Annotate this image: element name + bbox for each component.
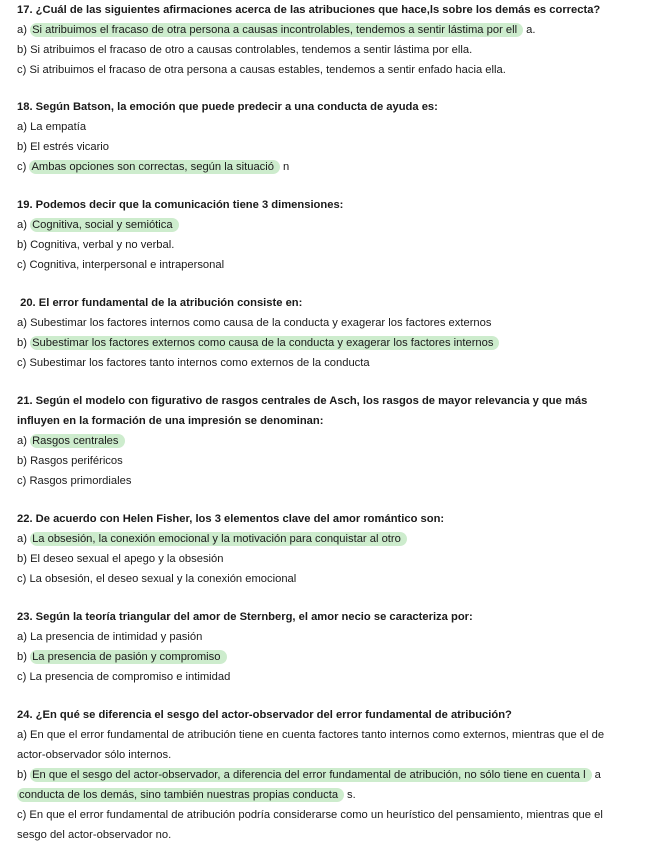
option-c: c) Rasgos primordiales	[17, 475, 132, 487]
option-a: a) Subestimar los factores internos como causa de la conducta y exagerar los factores externos	[17, 317, 492, 329]
option-c: c) Ambas opciones son correctas, según la situació n	[17, 161, 290, 173]
option-b-line-1: b) En que el sesgo del actor-observador, a diferencia del error fundamental de atribución, no sólo tiene en cuenta l a	[17, 769, 601, 781]
question-title: 21. Según el modelo con figurativo de rasgos centrales de Asch, los rasgos de mayor relevancia y que más	[17, 395, 588, 407]
answer-highlight: En que el sesgo del actor-observador, a diferencia del error fundamental de atribución, no sólo tiene en cuenta l	[30, 768, 592, 782]
question-title: 20. El error fundamental de la atribución consiste en:	[17, 297, 303, 309]
option-b: b) Si atribuimos el fracaso de otro a causas controlables, tendemos a sentir lástima por ella.	[17, 44, 473, 56]
question-18	[17, 97, 647, 177]
option-a-line-2: actor-observador sólo internos.	[17, 749, 172, 761]
option-a: a) La presencia de intimidad y pasión	[17, 631, 203, 643]
answer-highlight: Cognitiva, social y semiótica	[30, 218, 179, 232]
question-title: 17. ¿Cuál de las siguientes afirmaciones acerca de las atribuciones que hace,ls sobre los demás es correcta?	[17, 4, 601, 16]
answer-highlight: La presencia de pasión y compromiso	[30, 650, 226, 664]
option-b: b) El deseo sexual el apego y la obsesión	[17, 553, 224, 565]
option-c: c) Cognitiva, interpersonal e intrapersonal	[17, 259, 225, 271]
question-20	[17, 293, 647, 373]
option-c: c) La obsesión, el deseo sexual y la conexión emocional	[17, 573, 297, 585]
option-a: a) Si atribuimos el fracaso de otra persona a causas incontrolables, tendemos a sentir lástima por ell a.	[17, 24, 536, 36]
option-b: b) Rasgos periféricos	[17, 455, 123, 467]
option-b-line-2: conducta de los demás, sino también nuestras propias conducta s.	[19, 789, 356, 801]
option-a: a) La empatía	[17, 121, 87, 133]
option-c-line-2: sesgo del actor-observador no.	[17, 829, 172, 841]
answer-highlight: Subestimar los factores externos como causa de la conducta y exagerar los factores internos	[30, 336, 499, 350]
option-c-line-1: c) En que el error fundamental de atribución podría considerarse como un heurístico del pensamiento, mientras que el	[17, 809, 603, 821]
question-23	[17, 607, 647, 687]
option-c: c) La presencia de compromiso e intimidad	[17, 671, 231, 683]
answer-highlight: Rasgos centrales	[30, 434, 124, 448]
answer-highlight: Si atribuimos el fracaso de otra persona a causas incontrolables, tendemos a sentir lástima por ell	[30, 23, 523, 37]
question-title: 18. Según Batson, la emoción que puede predecir a una conducta de ayuda es:	[17, 101, 438, 113]
question-24	[17, 705, 647, 845]
option-c: c) Si atribuimos el fracaso de otra persona a causas estables, tendemos a sentir enfado hacia ella.	[17, 64, 506, 76]
option-b: b) Subestimar los factores externos como causa de la conducta y exagerar los factores internos	[17, 333, 647, 353]
option-a: a) La obsesión, la conexión emocional y la motivación para conquistar al otro	[17, 529, 647, 549]
question-17	[17, 0, 647, 80]
question-title: 22. De acuerdo con Helen Fisher, los 3 elementos clave del amor romántico son:	[17, 513, 445, 525]
question-19	[17, 195, 647, 275]
answer-highlight: Ambas opciones son correctas, según la situació	[29, 160, 280, 174]
option-c: c) Subestimar los factores tanto internos como externos de la conducta	[17, 357, 370, 369]
option-b: b) La presencia de pasión y compromiso	[17, 647, 647, 667]
question-title: 23. Según la teoría triangular del amor de Sternberg, el amor necio se caracteriza por:	[17, 611, 473, 623]
question-title-continued: influyen en la formación de una impresión se denominan:	[17, 415, 324, 427]
question-title: 19. Podemos decir que la comunicación tiene 3 dimensiones:	[17, 199, 344, 211]
option-b: b) El estrés vicario	[17, 141, 110, 153]
option-a-line-1: a) En que el error fundamental de atribución tiene en cuenta factores tanto internos como externos, mientras que el de	[17, 729, 605, 741]
answer-highlight: conducta de los demás, sino también nuestras propias conducta	[17, 788, 344, 802]
option-b: b) Cognitiva, verbal y no verbal.	[17, 239, 175, 251]
option-a: a) Rasgos centrales	[17, 431, 647, 451]
question-title: 24. ¿En qué se diferencia el sesgo del actor-observador del error fundamental de atribución?	[17, 709, 512, 721]
option-a: a) Cognitiva, social y semiótica	[17, 215, 647, 235]
answer-highlight: La obsesión, la conexión emocional y la motivación para conquistar al otro	[30, 532, 407, 546]
question-22	[17, 509, 647, 589]
question-21	[17, 391, 647, 491]
